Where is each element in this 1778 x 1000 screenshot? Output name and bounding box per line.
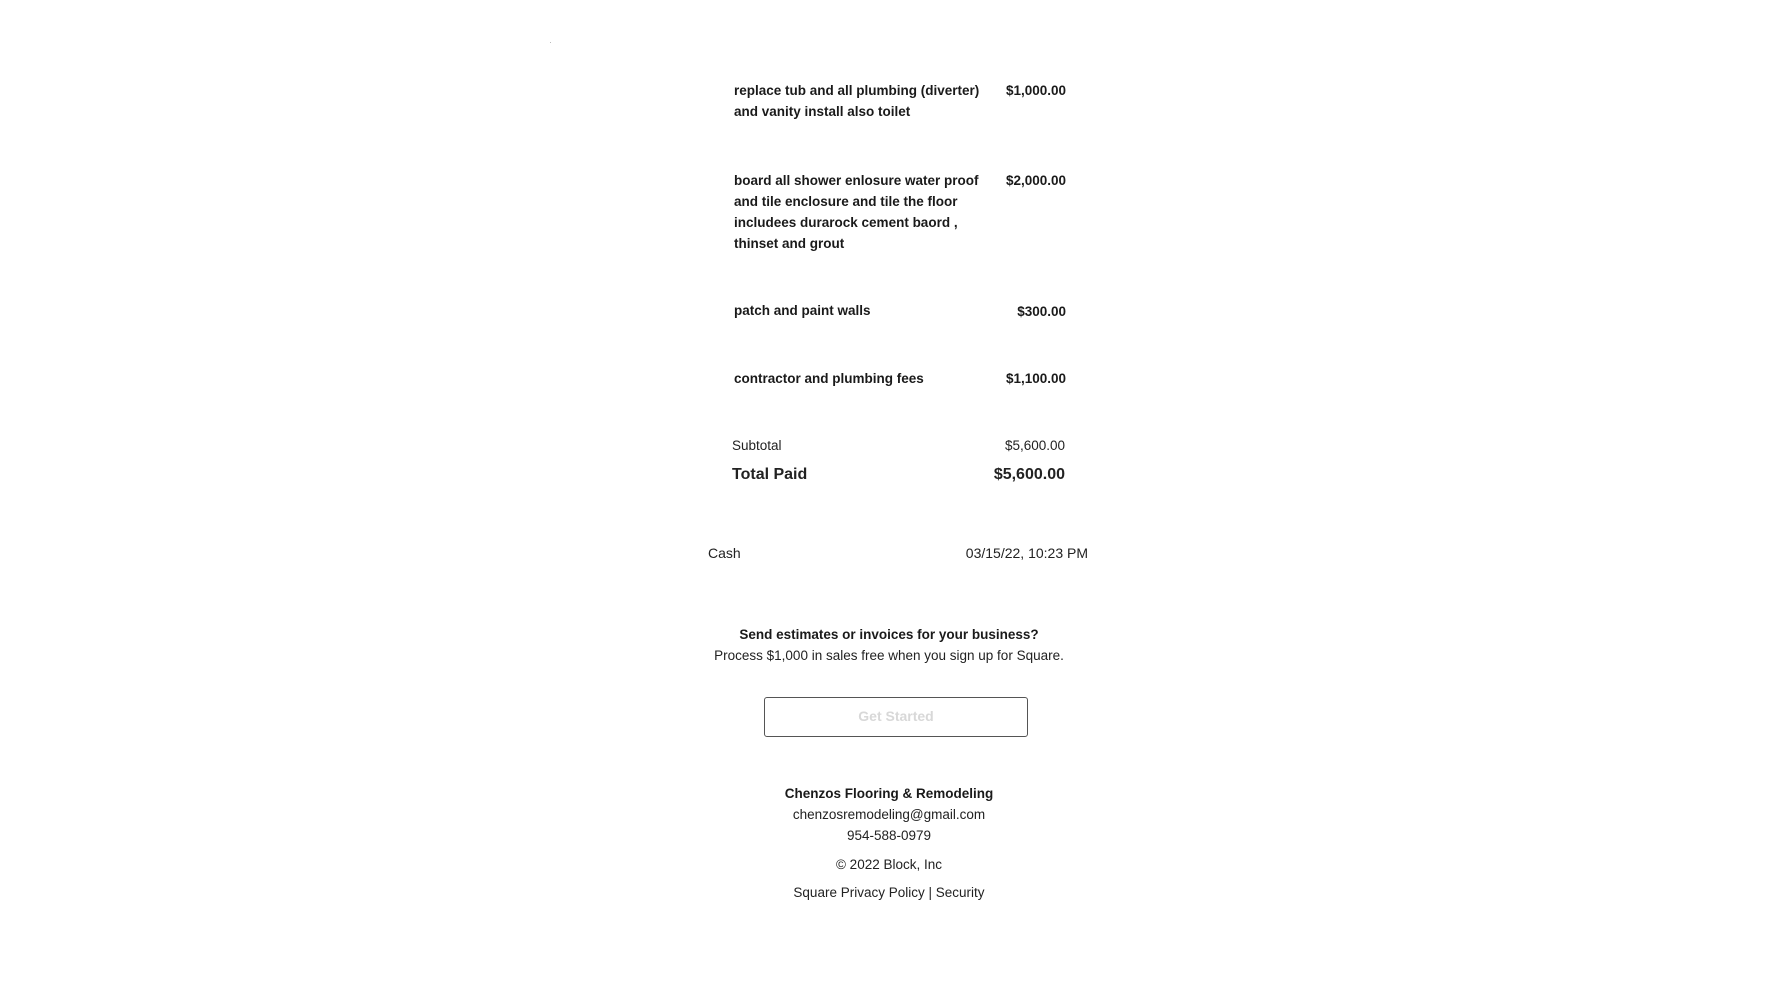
promo-heading: Send estimates or invoices for your business? [739,627,1039,642]
security-link[interactable]: Security [935,885,985,900]
line-item-description-line: and tile enclosure and tile the floor [734,194,958,209]
line-item-description-line: replace tub and all plumbing (diverter) [734,83,980,98]
line-item-description [734,368,994,389]
payment-datetime: 03/15/22, 10:23 PM [965,545,1088,561]
line-item-description-line: and vanity install also toilet [734,104,911,119]
copyright: © 2022 Block, Inc [835,857,942,872]
footer-separator: | [928,885,933,900]
footer-links [0,885,1778,900]
business-email[interactable]: chenzosremodeling@gmail.com [792,807,986,822]
line-item-price: $1,100.00 [1005,371,1066,386]
total-paid-label: Total Paid [732,466,808,483]
line-item-description [734,300,994,321]
line-item-description [734,170,994,254]
line-item-description-line: contractor and plumbing fees [734,371,924,386]
business-phone[interactable]: 954-588-0979 [846,828,932,843]
line-item-price: $2,000.00 [1005,173,1066,188]
business-name: Chenzos Flooring & Remodeling [784,786,994,801]
line-item-price: $300.00 [1017,304,1066,319]
privacy-policy-link[interactable]: Square Privacy Policy [793,885,925,900]
subtotal-value: $5,600.00 [1004,438,1065,453]
subtotal-label: Subtotal [732,438,782,453]
scan-speck [550,42,551,43]
promo-text: Process $1,000 in sales free when you sign up for Square. [714,648,1064,663]
line-item-price: $1,000.00 [1005,83,1066,98]
total-paid-value: $5,600.00 [993,466,1065,483]
line-item-description-line: board all shower enlosure water proof [734,173,979,188]
get-started-button[interactable]: Get Started [764,697,1028,737]
line-item-description [734,80,994,122]
line-item-description-line: thinset and grout [734,236,845,251]
line-item-description-line: includees durarock cement baord , [734,215,958,230]
line-item-description-line: patch and paint walls [734,303,871,318]
payment-method: Cash [708,545,741,561]
